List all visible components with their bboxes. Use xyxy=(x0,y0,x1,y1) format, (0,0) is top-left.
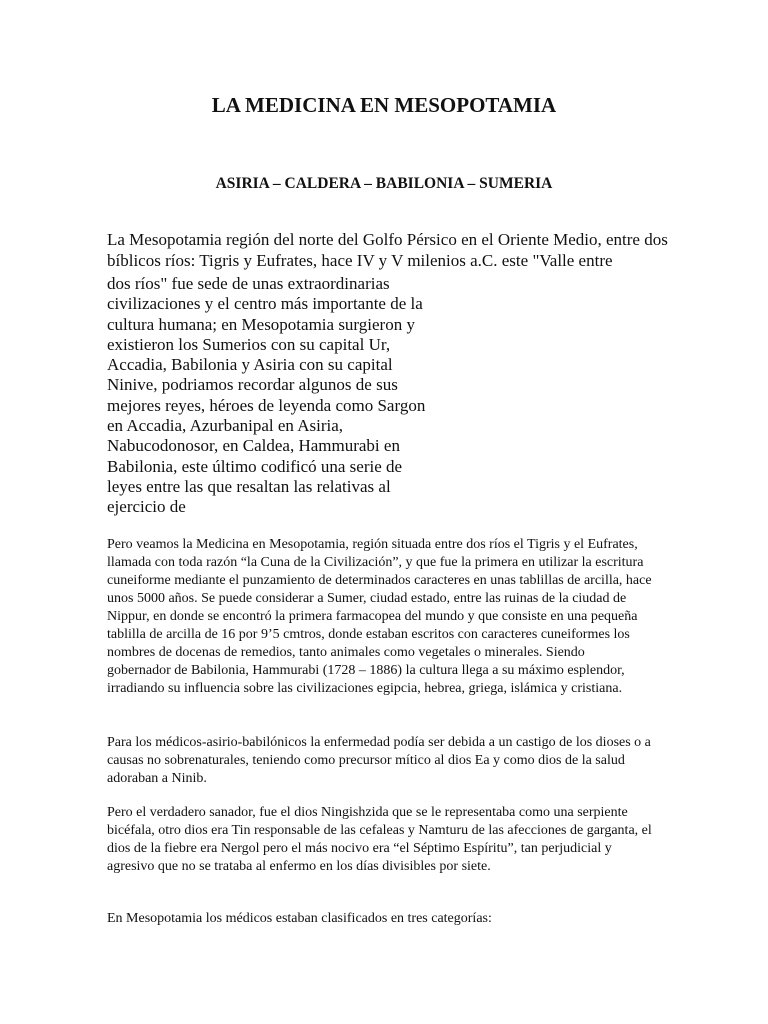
document-subtitle: ASIRIA – CALDERA – BABILONIA – SUMERIA xyxy=(215,175,553,192)
intro-paragraph-start: La Mesopotamia región del norte del Golfo Pérsico en el Oriente Medio, entre dos bíblicos ríos: Tigris y Eufrates, hace IV y V milenios a.C. este "Valle entre xyxy=(107,230,668,270)
body-paragraph: En Mesopotamia los médicos estaban clasificados en tres categorías: xyxy=(107,911,492,926)
body-paragraph: Pero veamos la Medicina en Mesopotamia, región situada entre dos ríos el Tigris y el Eufrates, llamada con toda razón “la Cuna de la Civilización”, y que fue la primera en utilizar la escritura cuneiforme mediante el punzamiento de determinados caracteres en unas tablillas de arcilla, hace unos 5000 años. Se puede considerar a Sumer, ciudad estado, entre las ruinas de la ciudad de Nippur, en donde se encontró la primera farmacopea del mundo y que consiste en una pequeña tablilla de arcilla de 16 por 9’5 cmtros, donde estaban escritos con caracteres cuneiformes los nombres de docenas de remedios, tanto animales como vegetales o minerales. Siendo gobernador de Babilonia, Hammurabi (1728 – 1886) la cultura llega a su máximo esplendor, irradiando su influencia sobre las civilizaciones egipcia, hebrea, griega, islámica y cristiana. xyxy=(107,537,652,696)
intro-paragraph-continued: dos ríos" fue sede de unas extraordinarias civilizaciones y el centro más importante de la cultura humana; en Mesopotamia surgieron y existieron los Sumerios con su capital Ur, Accadia, Babilonia y Asiria con su capital Ninive, podriamos recordar algunos de sus mejores reyes, héroes de leyenda como Sargon en Accadia, Azurbanipal en Asiria, Nabucodonosor, en Caldea, Hammurabi en Babilonia, este último codificó una serie de leyes entre las que resaltan las relativas al ejercicio de xyxy=(107,274,426,517)
body-paragraph: Para los médicos-asirio-babilónicos la enfermedad podía ser debida a un castigo de los dioses o a causas no sobrenaturales, teniendo como precursor mítico al dios Ea y como dios de la salud adoraban a Ninib. xyxy=(107,735,651,786)
body-paragraph: Pero el verdadero sanador, fue el dios Ningishzida que se le representaba como una serpiente bicéfala, otro dios era Tin responsable de las cefaleas y Namturu de las afecciones de garganta, el dios de la fiebre era Nergol pero el más nocivo era “el Séptimo Espíritu”, tan perjudicial y agresivo que no se trataba al enfermo en los días divisibles por siete. xyxy=(107,805,652,874)
document-title: LA MEDICINA EN MESOPOTAMIA xyxy=(211,93,557,117)
